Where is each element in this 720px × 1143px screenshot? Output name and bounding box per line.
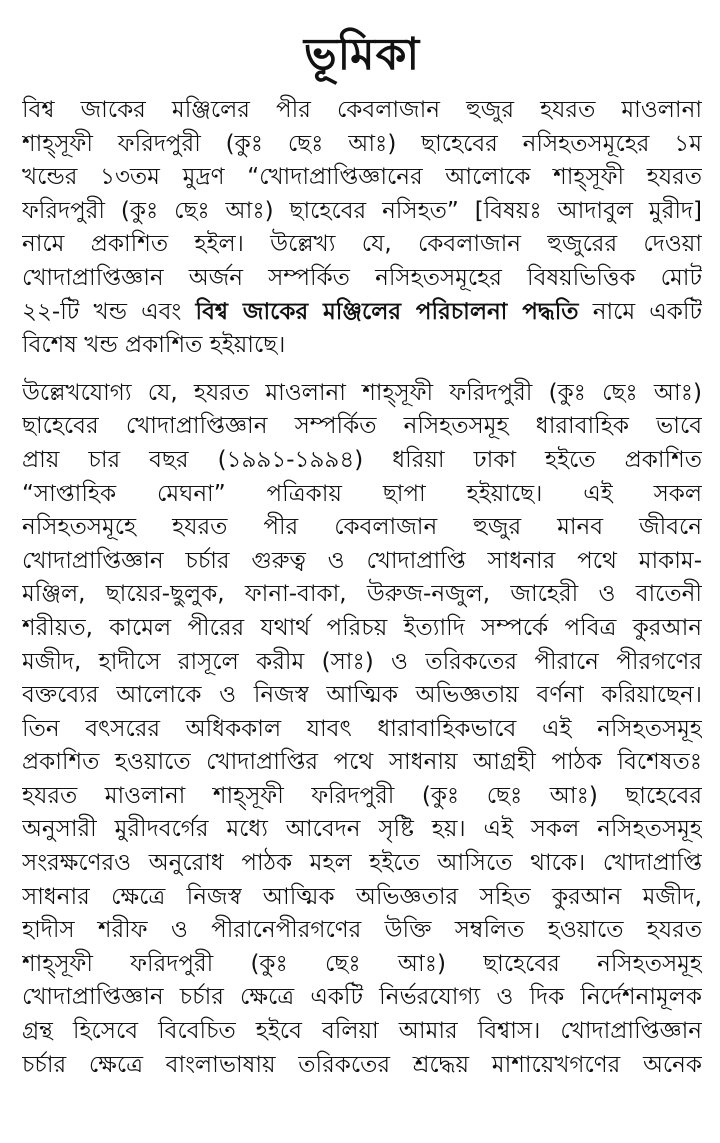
text-line: ছাহেবের খোদাপ্রাপ্তিজ্ঞান সম্পর্কিত নসিহতসমূহ ধারাবাহিক ভাবে: [22, 413, 702, 440]
text-line: বক্তব্যের আলোকে ও নিজস্ব আত্মিক অভিজ্ঞতায় বর্ণনা করিয়াছেন।: [22, 682, 702, 709]
text-line: প্রকাশিত হওয়াতে খোদাপ্রাপ্তির পথে সাধনায় আগ্রহী পাঠক বিশেষতঃ: [22, 749, 702, 776]
page-title: ভূমিকা: [303, 29, 421, 80]
text-line: নামে প্রকাশিত হইল। উল্লেখ্য যে, কেবলাজান হুজুরের দেওয়া: [22, 231, 702, 258]
text-line: শরীয়ত, কামেল পীরের যথার্থ পরিচয় ইত্যাদি সম্পর্কে পবিত্র কুরআন: [22, 614, 702, 641]
text-line: চর্চার ক্ষেত্রে বাংলাভাষায় তরিকতের শ্রদ্ধেয় মাশায়েখগণের অনেক: [22, 1051, 702, 1078]
text-segment: ২২-টি খন্ড এবং: [22, 298, 196, 325]
text-line: খন্ডের ১৩তম মুদ্রণ “খোদাপ্রাপ্তিজ্ঞানের আলোকে শাহ্‌সূফী হযরত: [22, 164, 702, 191]
text-line: মজীদ, হাদীসে রাসূলে করীম (সাঃ) ও তরিকতের পীরানে পীরগণের: [22, 648, 702, 675]
text-line: [22, 296, 702, 330]
text-line: খোদাপ্রাপ্তিজ্ঞান অর্জন সম্পর্কিত নসিহতসমূহের বিষয়ভিত্তিক মোট: [22, 264, 702, 291]
text-line: খোদাপ্রাপ্তিজ্ঞান চর্চার ক্ষেত্রে একটি নির্ভরযোগ্য ও দিক নির্দেশনামূলক: [22, 984, 702, 1011]
text-line: হযরত মাওলানা শাহ্‌সূফী ফরিদপুরী (কুঃ ছেঃ আঃ) ছাহেবের: [22, 782, 702, 809]
text-line: বিশেষ খন্ড প্রকাশিত হইয়াছে।: [22, 332, 286, 359]
text-line: গ্রন্থ হিসেবে বিবেচিত হইবে বলিয়া আমার বিশ্বাস। খোদাপ্রাপ্তিজ্ঞান: [22, 1018, 702, 1045]
text-line: “সাপ্তাহিক মেঘনা” পত্রিকায় ছাপা হইয়াছে। এই সকল: [22, 480, 702, 507]
text-line: মঞ্জিল, ছায়ের-ছুলুক, ফানা-বাকা, উরুজ-নজুল, জাহেরী ও বাতেনী: [22, 581, 702, 608]
paragraph-2: [22, 377, 702, 1082]
text-line: নসিহতসমূহে হযরত পীর কেবলাজান হুজুর মানব জীবনে: [22, 514, 702, 541]
text-line: শাহ্‌সূফী ফরিদপুরী (কুঃ ছেঃ আঃ) ছাহেবের নসিহতসমূহ: [22, 950, 702, 977]
text-line: অনুসারী মুরীদবর্গের মধ্যে আবেদন সৃষ্টি হয়। এই সকল নসিহতসমূহ: [22, 816, 702, 843]
paragraph-1: [22, 94, 702, 363]
text-line: ফরিদপুরী (কুঃ ছেঃ আঃ) ছাহেবের নসিহত” [বিষয়ঃ আদাবুল মুরীদ]: [22, 197, 702, 224]
text-line: হাদীস শরীফ ও পীরানেপীরগণের উক্তি সম্বলিত হওয়াতে হযরত: [22, 917, 702, 944]
bold-book-title: বিশ্ব জাকের মঞ্জিলের পরিচালনা পদ্ধতি: [195, 298, 579, 325]
text-line: শাহ্‌সূফী ফরিদপুরী (কুঃ ছেঃ আঃ) ছাহেবের নসিহতসমূহের ১ম: [22, 130, 702, 157]
text-line: খোদাপ্রাপ্তিজ্ঞান চর্চার গুরুত্ব ও খোদাপ্রাপ্তি সাধনার পথে মাকাম-: [22, 547, 702, 574]
text-line: তিন বৎসরের অধিককাল যাবৎ ধারাবাহিকভাবে এই নসিহতসমূহ: [22, 715, 702, 742]
text-line: বিশ্ব জাকের মঞ্জিলের পীর কেবলাজান হুজুর হযরত মাওলানা: [22, 97, 702, 123]
text-line: প্রায় চার বছর (১৯৯১-১৯৯৪) ধরিয়া ঢাকা হইতে প্রকাশিত: [22, 446, 702, 473]
text-line: সাধনার ক্ষেত্রে নিজস্ব আত্মিক অভিজ্ঞতার সহিত কুরআন মজীদ,: [22, 883, 702, 910]
text-line: সংরক্ষণেরও অনুরোধ পাঠক মহল হইতে আসিতে থাকে। খোদাপ্রাপ্তি: [22, 850, 702, 877]
text-segment: নামে একটি: [578, 298, 702, 325]
text-line: উল্লেখযোগ্য যে, হযরত মাওলানা শাহ্‌সূফী ফরিদপুরী (কুঃ ছেঃ আঃ): [22, 379, 702, 406]
